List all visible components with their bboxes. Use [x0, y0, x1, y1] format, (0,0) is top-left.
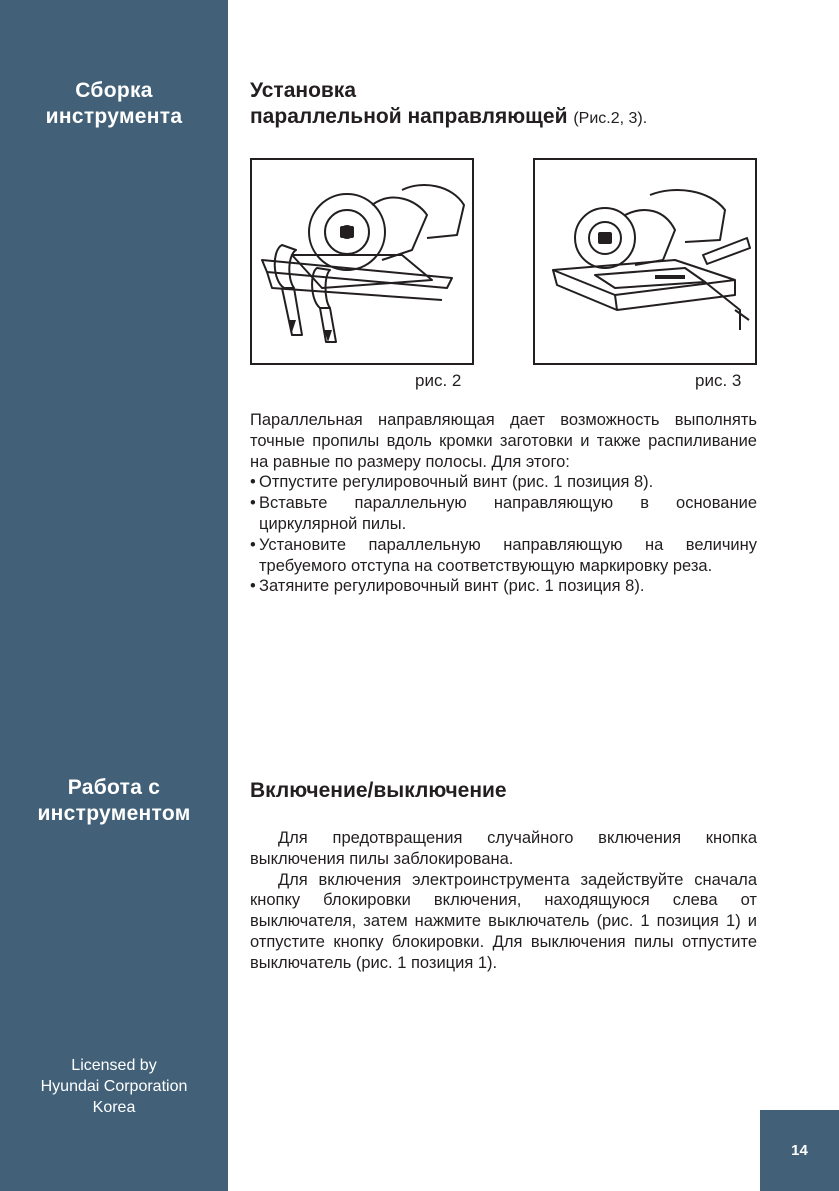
sidebar-heading-line: инструмента	[45, 105, 183, 128]
sidebar-heading-operation	[0, 775, 228, 827]
list-item-text: Вставьте параллельную направляющую в основание циркулярной пилы.	[259, 494, 757, 533]
page-number: 14	[760, 1110, 839, 1191]
sidebar	[0, 0, 228, 1191]
section-title-line-2	[250, 104, 647, 132]
section2-body	[250, 828, 757, 974]
bullet-icon: •	[250, 535, 256, 554]
list-item	[250, 535, 757, 577]
section-title-parallel-guide	[250, 78, 647, 132]
bullet-icon: •	[250, 494, 256, 513]
figure-3	[533, 158, 757, 365]
sidebar-heading-assembly	[0, 78, 228, 130]
license-text	[0, 1055, 228, 1118]
section1-body	[250, 410, 757, 597]
paragraph: Для включения электроинструмента задействуйте сначала кнопку блокировки включения, находящуюся слева от выключателя, затем нажмите выключатель (рис. 1 позиция 1) и отпустите кнопку блокировки. Для выключения пилы отпустите выключатель (рис. 1 позиция 1).	[250, 870, 757, 972]
bullet-icon: •	[250, 473, 256, 492]
figure-3-caption: рис. 3	[695, 371, 742, 390]
sidebar-heading-line: инструментом	[37, 802, 191, 825]
paragraph: Для предотвращения случайного включения кнопка выключения пилы заблокирована.	[250, 829, 757, 868]
section-title-on-off: Включение/выключение	[250, 779, 507, 802]
list-item	[250, 576, 757, 597]
section-title-line: Установка	[250, 79, 356, 102]
circular-saw-with-clamps-illustration	[252, 160, 472, 363]
license-line: Korea	[92, 1099, 136, 1116]
figure-2-caption: рис. 2	[415, 371, 462, 390]
sidebar-heading-line: Сборка	[75, 79, 153, 102]
figure-reference: (Рис.2, 3).	[573, 110, 648, 127]
list-item	[250, 472, 757, 493]
intro-paragraph: Параллельная направляющая дает возможность выполнять точные пропилы вдоль кромки заготовки и также распиливание на равные по размеру полосы. Для этого:	[250, 411, 757, 471]
list-item-text: Затяните регулировочный винт (рис. 1 позиция 8).	[259, 577, 645, 596]
list-item-text: Установите параллельную направляющую на величину требуемого отступа на соответствующую маркировку реза.	[259, 535, 757, 575]
sidebar-heading-line: Работа с	[67, 776, 161, 799]
circular-saw-cutting-board-illustration	[535, 160, 755, 363]
bullet-icon: •	[250, 577, 256, 596]
license-line: Licensed by	[71, 1057, 157, 1074]
figure-2	[250, 158, 474, 365]
list-item	[250, 493, 757, 535]
license-line: Hyundai Corporation	[40, 1078, 188, 1095]
list-item-text: Отпустите регулировочный винт (рис. 1 позиция 8).	[259, 473, 654, 492]
section-title-text: параллельной направляющей	[250, 105, 568, 128]
